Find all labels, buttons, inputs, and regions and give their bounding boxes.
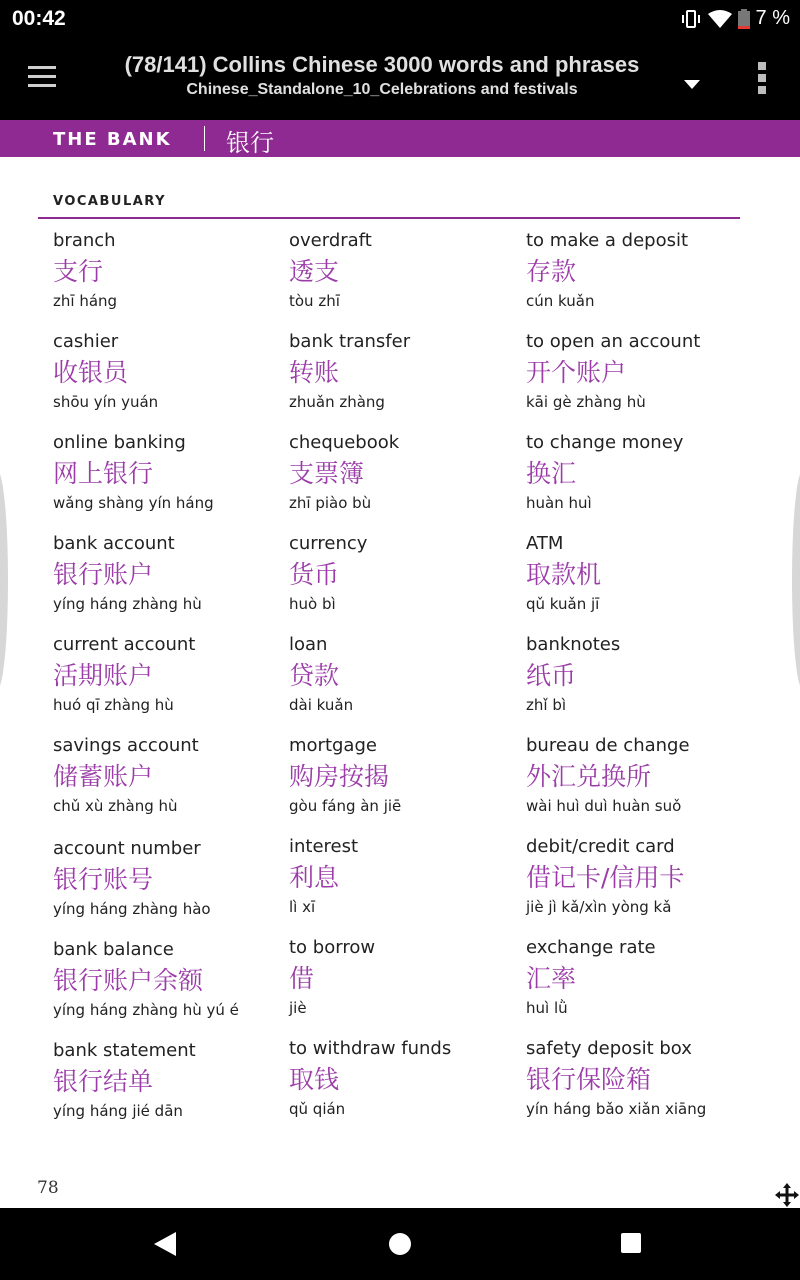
- entry-pinyin: jiè jì kǎ/xìn yòng kǎ: [526, 898, 672, 916]
- chapter-subtitle: Chinese_Standalone_10_Celebrations and festivals: [186, 81, 578, 98]
- vocab-entry: [53, 331, 285, 411]
- vocab-entry: [289, 1038, 521, 1118]
- vocabulary-rule: [38, 217, 740, 219]
- battery-icon: [738, 9, 750, 29]
- vocab-entry: [289, 230, 521, 310]
- entry-pinyin: yíng háng zhàng hù yú é: [53, 1001, 239, 1019]
- entry-chinese: 存款: [526, 257, 577, 286]
- vocabulary-heading: VOCABULARY: [53, 194, 167, 209]
- entry-english: ATM: [526, 533, 564, 554]
- entry-pinyin: shōu yín yuán: [53, 393, 159, 411]
- entry-pinyin: zhǐ bì: [526, 696, 567, 714]
- entry-pinyin: tòu zhī: [289, 292, 340, 310]
- vocab-entry: [526, 1038, 758, 1118]
- entry-english: online banking: [53, 432, 186, 453]
- entry-english: interest: [289, 836, 359, 857]
- entry-english: chequebook: [289, 432, 400, 453]
- entry-english: bank transfer: [289, 331, 411, 352]
- vocab-entry: [53, 838, 285, 918]
- entry-pinyin: huàn huì: [526, 494, 592, 512]
- vocab-entry: [289, 836, 521, 916]
- entry-chinese: 借记卡/信用卡: [526, 863, 685, 892]
- vocab-entry: [289, 432, 521, 512]
- entry-pinyin: wǎng shàng yín háng: [53, 494, 214, 512]
- book-page[interactable]: [0, 120, 800, 1208]
- entry-english: account number: [53, 838, 201, 859]
- app-bar: [0, 38, 800, 120]
- entry-english: mortgage: [289, 735, 377, 756]
- entry-chinese: 活期账户: [53, 661, 154, 690]
- vocab-entry: [526, 533, 758, 613]
- entry-chinese: 支行: [53, 257, 104, 286]
- entry-chinese: 汇率: [526, 964, 577, 993]
- entry-chinese: 银行账户余额: [53, 966, 204, 995]
- entry-english: debit/credit card: [526, 836, 675, 857]
- vocab-entry: [526, 331, 758, 411]
- entry-chinese: 取钱: [289, 1065, 340, 1094]
- entry-english: to open an account: [526, 331, 701, 352]
- vocab-entry: [289, 533, 521, 613]
- vocab-entry: [53, 230, 285, 310]
- title-block[interactable]: [90, 52, 674, 99]
- entry-english: to withdraw funds: [289, 1038, 452, 1059]
- entry-chinese: 转账: [289, 358, 340, 387]
- vocab-entry: [526, 836, 758, 916]
- entry-chinese: 货币: [289, 560, 340, 589]
- entry-chinese: 网上银行: [53, 459, 154, 488]
- section-title-divider: [204, 126, 205, 151]
- entry-chinese: 外汇兑换所: [526, 762, 652, 791]
- page-number: 78: [37, 1178, 59, 1198]
- vocab-entry: [526, 634, 758, 714]
- vocab-entry: [53, 432, 285, 512]
- entry-chinese: 纸币: [526, 661, 577, 690]
- hamburger-menu-icon[interactable]: [28, 66, 56, 88]
- entry-chinese: 开个账户: [526, 358, 627, 387]
- section-title-zh: 银行: [226, 129, 274, 157]
- entry-pinyin: qǔ kuǎn jī: [526, 595, 600, 613]
- vocab-entry: [53, 1040, 285, 1120]
- entry-chinese: 银行账户: [53, 560, 154, 589]
- entry-pinyin: kāi gè zhàng hù: [526, 393, 646, 411]
- entry-pinyin: zhī háng: [53, 292, 118, 310]
- vocab-entry: [53, 533, 285, 613]
- entry-english: bank account: [53, 533, 175, 554]
- entry-pinyin: huì lǜ: [526, 999, 568, 1017]
- recents-icon[interactable]: [621, 1233, 641, 1253]
- book-title: (78/141) Collins Chinese 3000 words and phrases: [124, 52, 640, 77]
- entry-pinyin: yíng háng jié dān: [53, 1102, 183, 1120]
- entry-chinese: 支票簿: [289, 459, 365, 488]
- entry-chinese: 收银员: [53, 358, 129, 387]
- vocab-entry: [526, 937, 758, 1017]
- entry-pinyin: yín háng bǎo xiǎn xiāng: [526, 1100, 707, 1118]
- status-time: 00:42: [12, 7, 66, 30]
- dropdown-arrow-icon[interactable]: [684, 74, 700, 93]
- vocab-entry: [289, 735, 521, 815]
- entry-pinyin: jiè: [289, 999, 307, 1017]
- entry-pinyin: chǔ xù zhàng hù: [53, 797, 178, 815]
- entry-chinese: 取款机: [526, 560, 602, 589]
- entry-pinyin: huó qī zhàng hù: [53, 696, 174, 714]
- entry-chinese: 利息: [289, 863, 340, 892]
- vocab-entry: [289, 331, 521, 411]
- entry-chinese: 换汇: [526, 459, 577, 488]
- vocab-entry: [289, 937, 521, 1017]
- vocab-entry: [526, 735, 758, 815]
- entry-english: bureau de change: [526, 735, 690, 756]
- entry-english: to make a deposit: [526, 230, 689, 251]
- entry-pinyin: yíng háng zhàng hào: [53, 900, 211, 918]
- entry-english: current account: [53, 634, 196, 655]
- entry-english: savings account: [53, 735, 199, 756]
- vocab-entry: [53, 634, 285, 714]
- vocab-entry: [53, 939, 285, 1019]
- entry-pinyin: cún kuǎn: [526, 292, 595, 310]
- entry-chinese: 银行账号: [53, 865, 154, 894]
- entry-pinyin: dài kuǎn: [289, 696, 354, 714]
- entry-english: bank balance: [53, 939, 174, 960]
- section-title-en: THE BANK: [53, 129, 172, 150]
- entry-pinyin: zhī piào bù: [289, 494, 372, 512]
- entry-english: loan: [289, 634, 328, 655]
- entry-english: cashier: [53, 331, 119, 352]
- entry-pinyin: gòu fáng àn jiē: [289, 797, 402, 815]
- vocab-entry: [289, 634, 521, 714]
- status-bar: [0, 0, 800, 38]
- entry-english: bank statement: [53, 1040, 196, 1061]
- battery-percent: 7 %: [755, 7, 790, 29]
- entry-chinese: 银行保险箱: [526, 1065, 652, 1094]
- entry-pinyin: yíng háng zhàng hù: [53, 595, 202, 613]
- entry-english: banknotes: [526, 634, 621, 655]
- vocab-entry: [53, 735, 285, 815]
- entry-english: to borrow: [289, 937, 376, 958]
- entry-pinyin: wài huì duì huàn suǒ: [526, 797, 682, 815]
- entry-chinese: 银行结单: [53, 1067, 154, 1096]
- wifi-icon: [708, 10, 732, 28]
- entry-pinyin: huò bì: [289, 595, 336, 613]
- entry-chinese: 购房按揭: [289, 762, 390, 791]
- entry-english: to change money: [526, 432, 684, 453]
- section-header-band: [0, 120, 800, 157]
- entry-pinyin: qǔ qián: [289, 1100, 346, 1118]
- entry-english: safety deposit box: [526, 1038, 692, 1059]
- back-icon[interactable]: [154, 1232, 176, 1260]
- entry-english: currency: [289, 533, 368, 554]
- overflow-menu-icon[interactable]: [758, 62, 766, 98]
- entry-chinese: 借: [289, 964, 315, 993]
- entry-english: overdraft: [289, 230, 372, 251]
- entry-chinese: 透支: [289, 257, 340, 286]
- vocab-entry: [526, 432, 758, 512]
- system-nav-bar: [0, 1208, 800, 1280]
- entry-chinese: 贷款: [289, 661, 340, 690]
- entry-chinese: 储蓄账户: [53, 762, 154, 791]
- entry-english: exchange rate: [526, 937, 656, 958]
- vocab-entry: [526, 230, 758, 310]
- vibrate-icon: [680, 10, 702, 28]
- entry-pinyin: lì xī: [289, 898, 316, 916]
- home-icon[interactable]: [389, 1233, 411, 1255]
- entry-english: branch: [53, 230, 116, 251]
- entry-pinyin: zhuǎn zhàng: [289, 393, 385, 411]
- status-icons: [680, 7, 790, 30]
